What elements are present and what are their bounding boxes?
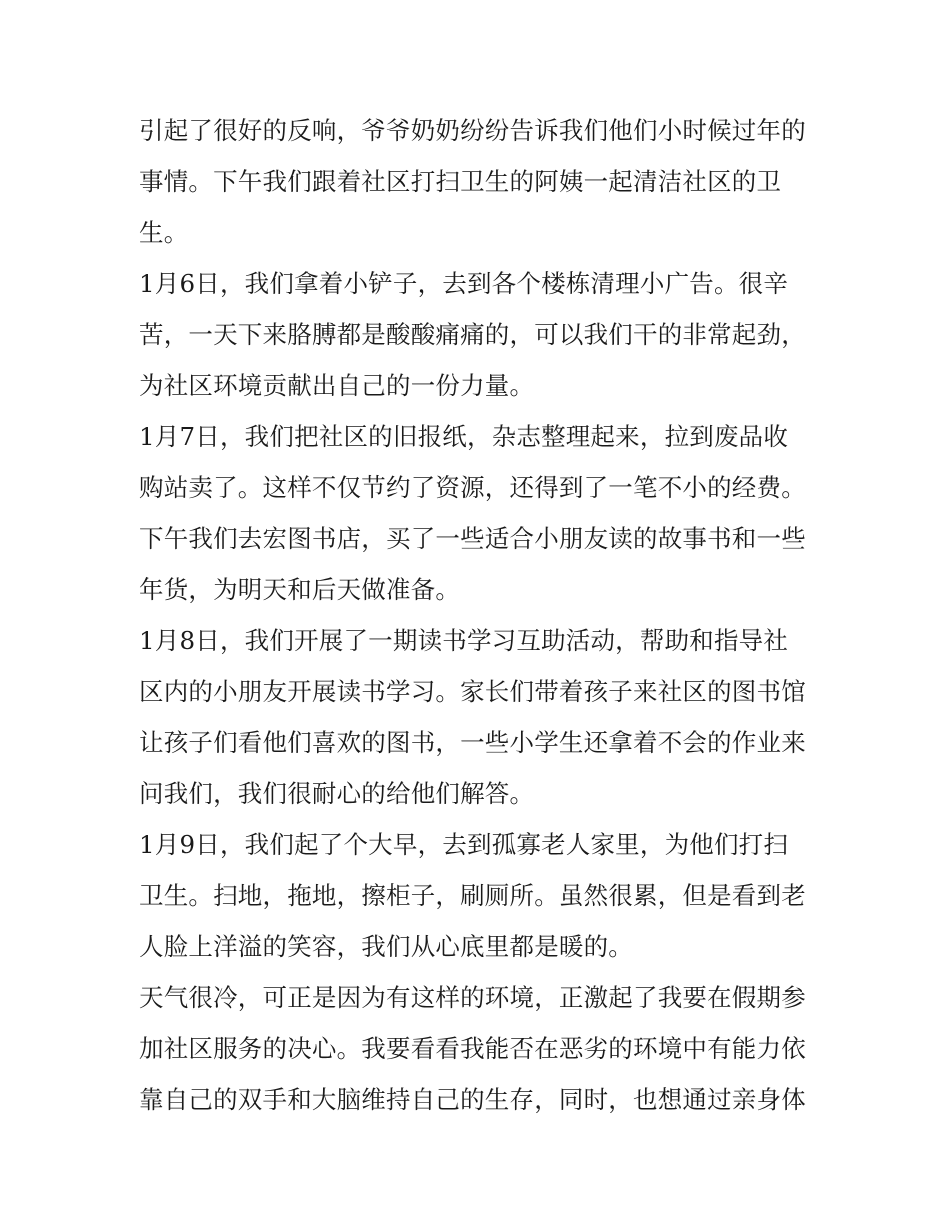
text-line: 区内的小朋友开展读书学习。家长们带着孩子来社区的图书馆 bbox=[139, 677, 806, 706]
document-body bbox=[139, 105, 819, 1125]
text-line: 1月7日，我们把社区的旧报纸，杂志整理起来，拉到废品收 bbox=[139, 422, 789, 451]
text-line: 问我们，我们很耐心的给他们解答。 bbox=[139, 779, 535, 808]
text-line: 下午我们去宏图书店，买了一些适合小朋友读的故事书和一些 bbox=[139, 524, 806, 553]
text-line: 年货，为明天和后天做准备。 bbox=[139, 575, 461, 604]
text-line: 1月9日，我们起了个大早，去到孤寡老人家里，为他们打扫 bbox=[139, 830, 789, 859]
text-line: 靠自己的双手和大脑维持自己的生存，同时，也想通过亲身体 bbox=[139, 1085, 806, 1114]
text-line: 事情。下午我们跟着社区打扫卫生的阿姨一起清洁社区的卫 bbox=[139, 167, 782, 196]
text-line: 购站卖了。这样不仅节约了资源，还得到了一笔不小的经费。 bbox=[139, 473, 806, 502]
text-line: 天气很冷，可正是因为有这样的环境，正激起了我要在假期参 bbox=[139, 983, 806, 1012]
text-line: 1月6日，我们拿着小铲子，去到各个楼栋清理小广告。很辛 bbox=[139, 269, 789, 298]
text-line: 苦，一天下来胳膊都是酸酸痛痛的，可以我们干的非常起劲， bbox=[139, 320, 806, 349]
text-line: 加社区服务的决心。我要看看我能否在恶劣的环境中有能力依 bbox=[139, 1034, 806, 1063]
text-line: 引起了很好的反响，爷爷奶奶纷纷告诉我们他们小时候过年的 bbox=[139, 116, 806, 145]
text-line: 为社区环境贡献出自己的一份力量。 bbox=[139, 371, 535, 400]
text-line: 生。 bbox=[139, 218, 189, 247]
text-line: 让孩子们看他们喜欢的图书，一些小学生还拿着不会的作业来 bbox=[139, 728, 806, 757]
text-line: 卫生。扫地，拖地，擦柜子，刷厕所。虽然很累，但是看到老 bbox=[139, 881, 806, 910]
text-line: 1月8日，我们开展了一期读书学习互助活动，帮助和指导社 bbox=[139, 626, 789, 655]
text-line: 人脸上洋溢的笑容，我们从心底里都是暖的。 bbox=[139, 932, 633, 961]
